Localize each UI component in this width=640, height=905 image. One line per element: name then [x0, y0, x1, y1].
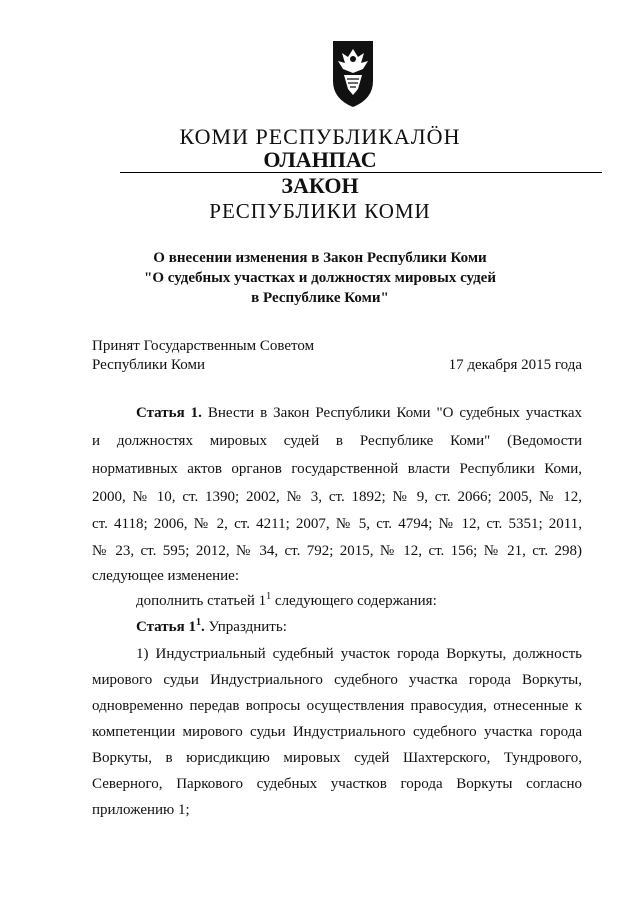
paragraph-line: приложению 1; [92, 802, 190, 818]
article-1-1-heading: Статья $1^1$. Упразднить: [136, 617, 287, 635]
paragraph-line: Северного, Паркового судебных участков города Воркуты согласно [92, 776, 582, 792]
amendment-intro: дополнить статьей $1^1$ следующего содержания: [136, 591, 437, 609]
header-republic-komi-lang: КОМИ РЕСПУБЛИКАЛÖН [179, 124, 461, 149]
law-title [0, 248, 640, 308]
header-republic-komi: РЕСПУБЛИКИ КОМИ [209, 199, 431, 223]
paragraph-line: 1) Индустриальный судебный участок города Воркуты, должность [136, 646, 582, 662]
law-title-line: О внесении изменения в Закон Республики Коми [153, 250, 487, 266]
article-1-line: нормативных актов органов государственной власти Республики Коми, [92, 461, 582, 477]
law-title-line: в Республике Коми" [251, 290, 389, 306]
law-title-line: "О судебных участках и должностях мировых судей [144, 270, 496, 286]
adoption-block [92, 337, 582, 375]
paragraph-line: одновременно передав вопросы осуществления правосудия, отнесенные к [92, 698, 582, 714]
article-1-line: ст. 4118; 2006, № 2, ст. 4211; 2007, № 5, ст. 4794; № 12, ст. 5351; 2011, [92, 516, 582, 532]
paragraph-line: Воркуты, в юрисдикцию мировых судей Шахтерского, Тундрового, [92, 750, 582, 766]
article-1-line: № 23, ст. 595; 2012, № 34, ст. 792; 2015, № 12, ст. 156; № 21, ст. 298) [92, 543, 582, 559]
adoption-line: Принят Государственным Советом [92, 338, 315, 354]
article-1-line: 2000, № 10, ст. 1390; 2002, № 3, ст. 1892; № 9, ст. 2066; 2005, № 12, [92, 489, 582, 505]
article-1-label: Статья 1. [136, 405, 202, 421]
header-zakon: ЗАКОН [281, 173, 359, 198]
coat-of-arms-emblem [330, 37, 376, 109]
adoption-line: Республики Коми [92, 357, 205, 373]
paragraph-line: мирового судьи Индустриального судебного участка города Воркуты, [92, 672, 582, 688]
article-1-line: и должностях мировых судей в Республике Коми" (Ведомости [92, 433, 582, 449]
header-olanpas: ОЛАНПАС [263, 147, 377, 172]
adoption-date: 17 декабря 2015 года [448, 357, 582, 373]
paragraph-line: компетенции мирового судьи Индустриального судебного участка города [92, 724, 582, 740]
article-1-line: следующее изменение: [92, 568, 240, 584]
article-1-line: Статья 1. Внести в Закон Республики Коми "О судебных участках [136, 405, 583, 421]
